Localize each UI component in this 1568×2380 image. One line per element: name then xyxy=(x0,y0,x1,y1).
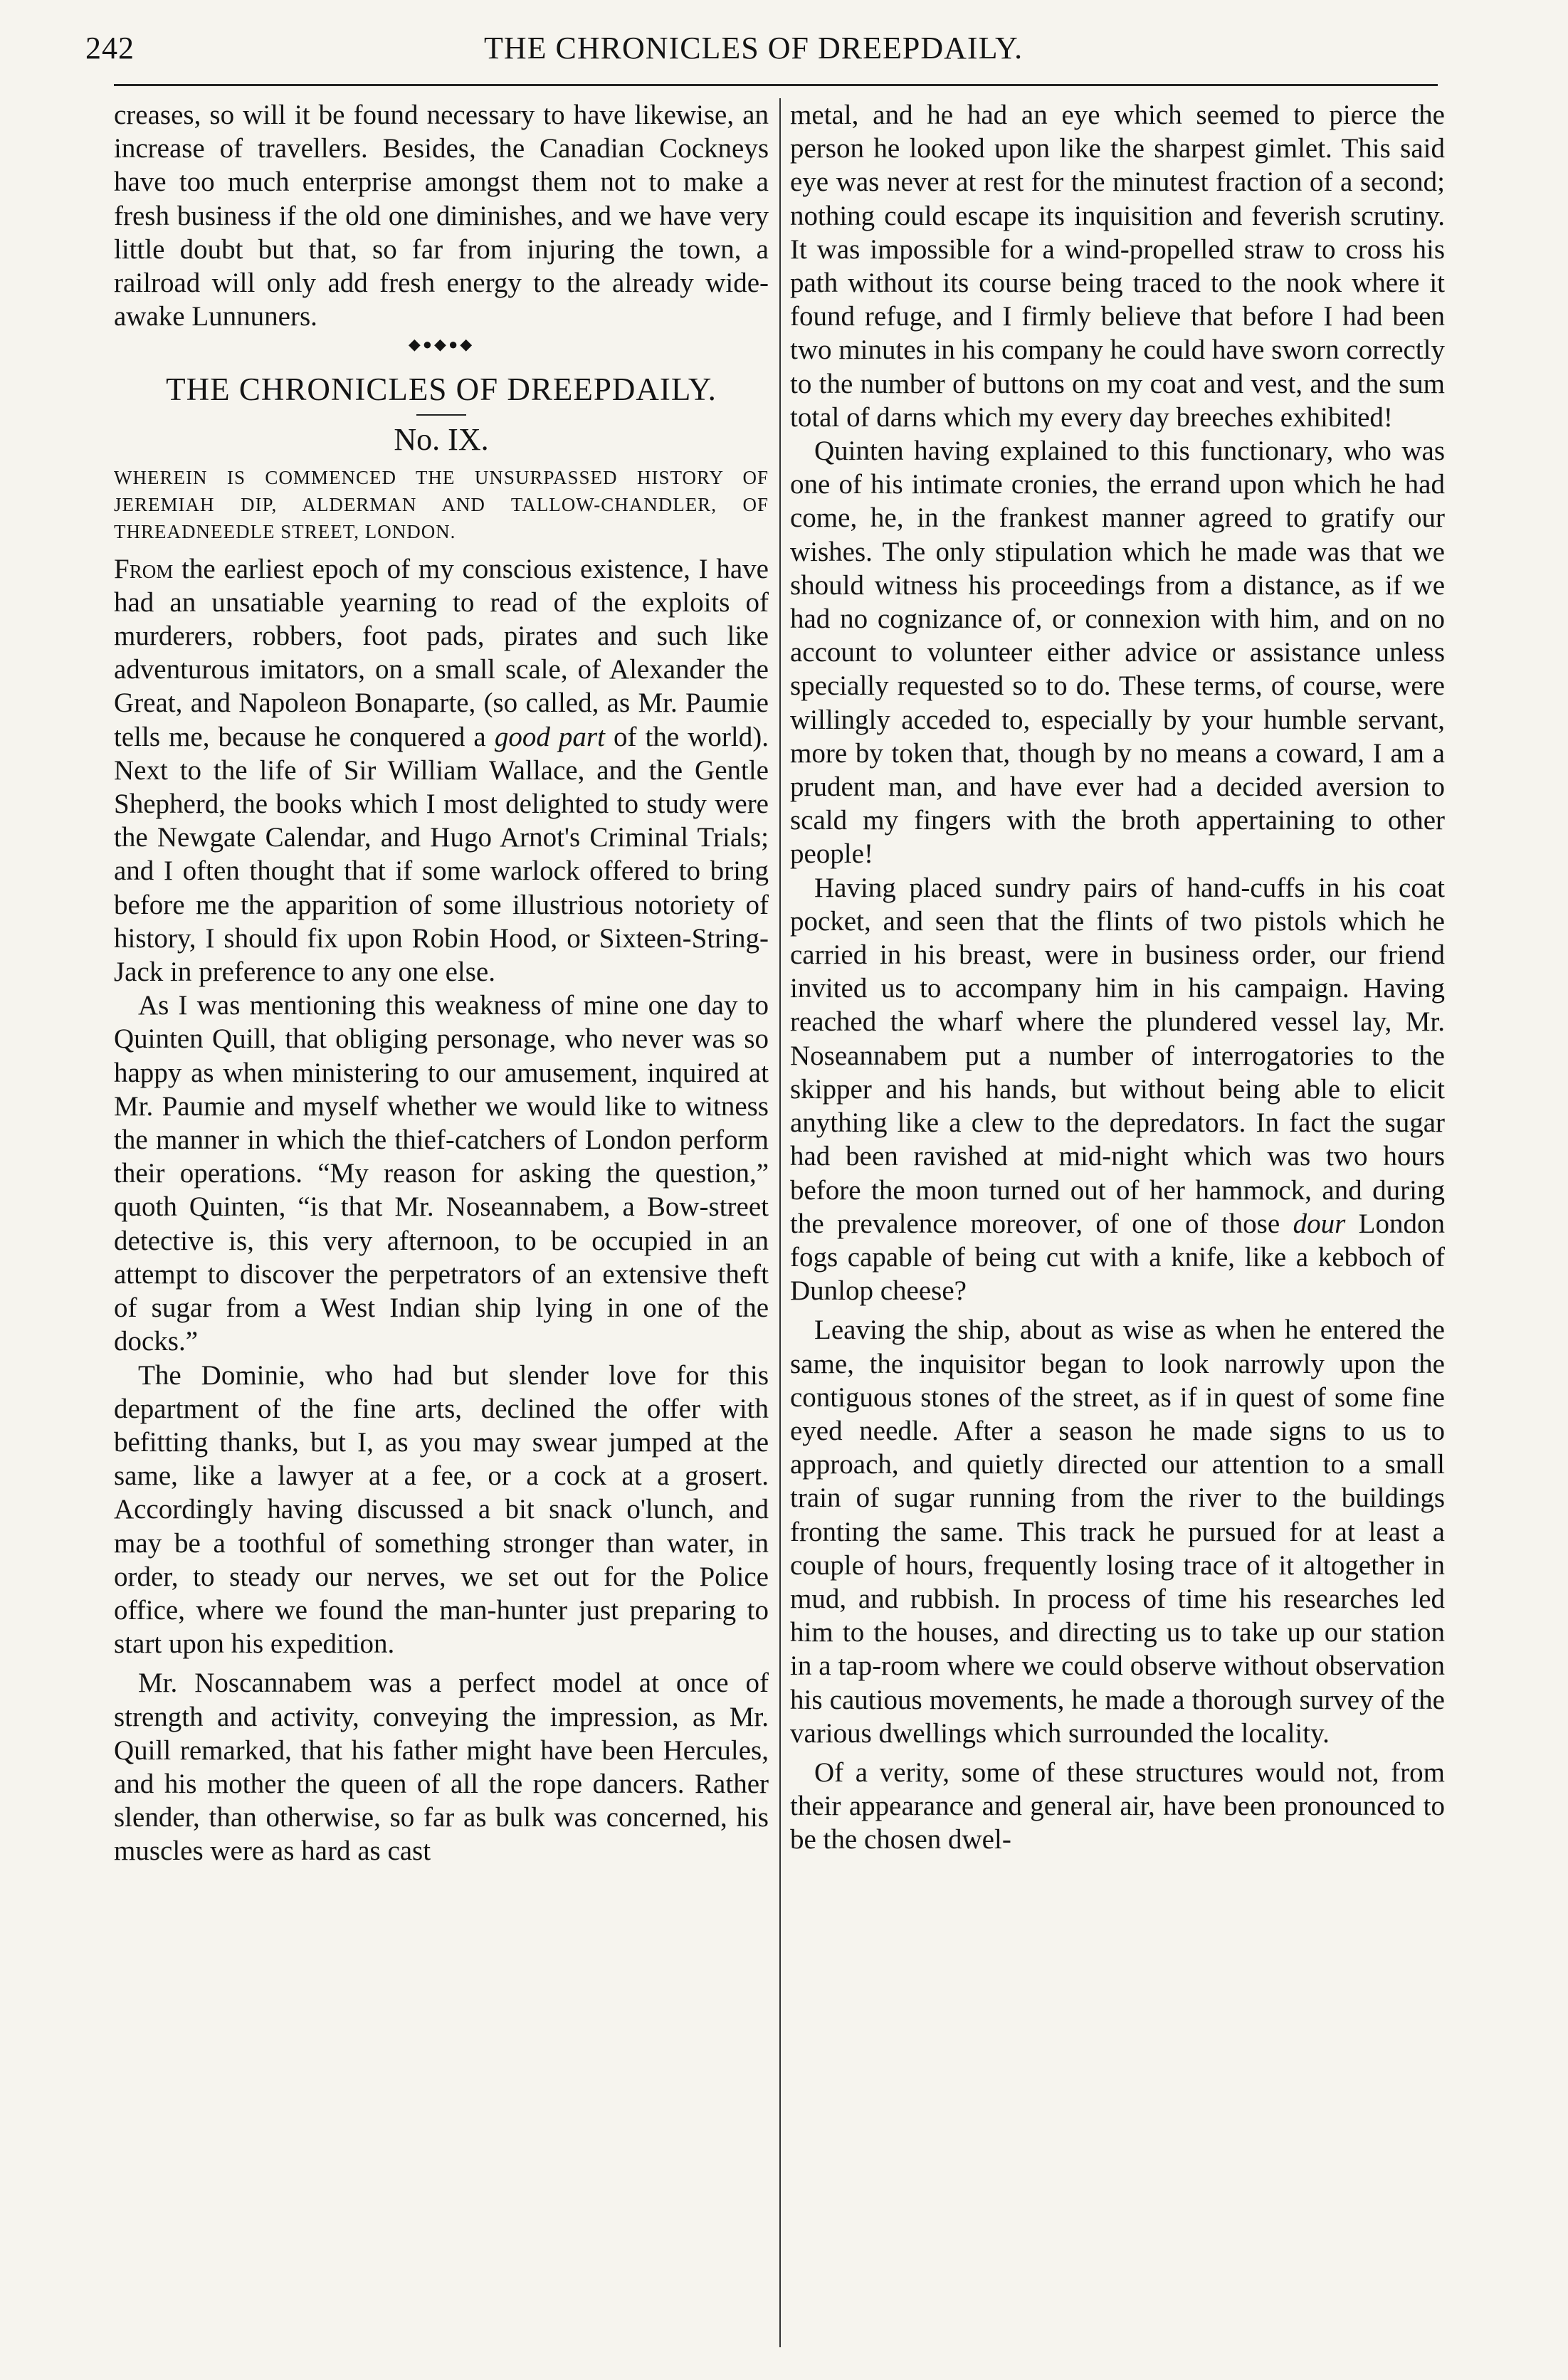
chapter-number: No. IX. xyxy=(394,421,489,457)
paragraph-right-3-part1: Having placed sundry pairs of hand-cuffs in his coat pocket, and seen that the flints of two pistols which he carried in his breast, were in business order, our friend invited us to accompany him in his campaign. Having reached the wharf where the plundered vessel lay, Mr. Noseannabem put a number of interrogatories to the skipper and his hands, but without being able to elicit anything like a clew to the depredators. In fact the sugar had been ravished at mid-night which was two hours before the moon turned out of her hammock, and during the prevalence moreover, of one of those xyxy=(790,872,1445,1239)
page-number: 242 xyxy=(85,31,135,65)
italic-word: dour xyxy=(1293,1208,1346,1239)
left-column xyxy=(114,98,769,1868)
paragraph-1 xyxy=(114,552,769,989)
page-header xyxy=(85,21,1438,71)
chapter-summary: WHEREIN IS COMMENCED THE UNSURPASSED HISTORY OF JEREMIAH DIP, ALDERMAN AND TALLOW-CHANDLER, OF THREADNEEDLE STREET, LONDON. xyxy=(114,466,769,542)
paragraph-4: Mr. Noscannabem was a perfect model at once of strength and activity, conveying the impression, as Mr. Quill remarked, that his father might have been Hercules, and his mother the queen of all the rope dancers. Rather slender, than otherwise, so far as bulk was concerned, his muscles were as hard as cast xyxy=(114,1668,769,1867)
paragraph-1-part2: of the world). Next to the life of Sir William Wallace, and the Gentle Shepherd, the books which I most delighted to study were the Newgate Calendar, and Hugo Arnot's Criminal Trials; and I often thought that if some warlock offered to bring before me the apparition of some illustrious notoriety of history, I should fix upon Robin Hood, or Sixteen-String-Jack in preference to any one else. xyxy=(114,721,769,988)
paragraph-continued-right: metal, and he had an eye which seemed to pierce the person he looked upon like the sharpest gimlet. This said eye was never at rest for the minutest fraction of a second; nothing could escape its inquisition and feverish scrutiny. It was impossible for a wind-propelled straw to cross his path without its course being traced to the nook where it found refuge, and I firmly believe that before I had been two minutes in his company he could have sworn correctly to the number of buttons on my coat and vest, and the sum total of darns which my every day breeches exhibited! xyxy=(790,100,1445,433)
header-rule xyxy=(114,84,1438,86)
section-title: THE CHRONICLES OF DREEPDAILY. xyxy=(166,372,717,408)
ornament-divider: ◆●◆●◆ xyxy=(408,335,475,354)
paragraph-3: The Dominie, who had but slender love for this department of the fine arts, declined the offer with befitting thanks, but I, as you may swear jumped at the same, like a lawyer at a fee, or a cock at a grosert. Accordingly having discussed a bit snack o'lunch, and may be a toothful of something stronger than water, in order, to steady our nerves, we set out for the Police office, where we found the man-hunter just preparing to start upon his expedition. xyxy=(114,1359,769,1660)
paragraph-2: As I was mentioning this weakness of mine one day to Quinten Quill, that obliging personage, who never was so happy as when ministering to our amusement, inquired at Mr. Paumie and myself whether we would like to witness the manner in which the thief-catchers of London perform their operations. “My reason for asking the question,” quoth Quinten, “is that Mr. Noseannabem, a Bow-street detective is, this very afternoon, to be occupied in an attempt to discover the perpetrators of an extensive theft of sugar from a West Indian ship lying in one of the docks.” xyxy=(114,990,769,1357)
paragraph-right-3 xyxy=(790,871,1445,1308)
paragraph-right-3-part2: London fogs capable of being cut with a knife, like a kebboch of Dunlop cheese? xyxy=(790,1208,1445,1307)
right-column xyxy=(790,98,1445,1857)
paragraph-right-5: Of a verity, some of these structures would not, from their appearance and general air, have been pronounced to be the chosen dwel- xyxy=(790,1757,1445,1855)
paragraph-1-part1: the earliest epoch of my conscious existence, I have had an unsatiable yearning to read of the exploits of murderers, robbers, foot pads, pirates and such like adventurous imitators, on a small scale, of Alexander the Great, and Napoleon Bonaparte, (so called, as Mr. Paumie tells me, because he conquered a xyxy=(114,553,769,752)
column-divider xyxy=(779,98,781,2347)
title-rule xyxy=(416,414,466,416)
paragraph-right-2: Quinten having explained to this functionary, who was one of his intimate cronies, the errand upon which he had come, he, in the frankest manner agreed to gratify our wishes. The only stipulation which he made was that we should witness his proceedings from a distance, as if we had no cognizance of, or connexion with him, and on no account to volunteer either advice or assistance unless specially requested so to do. These terms, of course, were willingly acceded to, especially by your humble servant, more by token that, though by no means a coward, I am a prudent man, and have ever had a decided aversion to scald my fingers with the broth appertaining to other people! xyxy=(790,436,1445,870)
paragraph-continued: creases, so will it be found necessary to have likewise, an increase of travellers. Besides, the Canadian Cockneys have too much enterprise amongst them not to make a fresh business if the old one diminishes, and we have very little doubt but that, so far from injuring the town, a railroad will only add fresh energy to the already wide-awake Lunnuners. xyxy=(114,100,769,332)
paragraph-right-4: Leaving the ship, about as wise as when he entered the same, the inquisitor began to look narrowly upon the contiguous stones of the street, as if in quest of some fine eyed needle. After a season he made signs to us to approach, and quietly directed our attention to a small train of sugar running from the river to the buildings fronting the same. This track he pursued for at least a couple of hours, frequently losing trace of it altogether in mud, and rubbish. In process of time his researches led him to the houses, and directing us to take up our station in a tap-room where we could observe without observation his cautious movements, he made a thorough survey of the various dwellings which surrounded the locality. xyxy=(790,1315,1445,1749)
first-word: From xyxy=(114,553,174,584)
italic-phrase: good part xyxy=(494,721,605,752)
running-title: THE CHRONICLES OF DREEPDAILY. xyxy=(484,31,1024,65)
